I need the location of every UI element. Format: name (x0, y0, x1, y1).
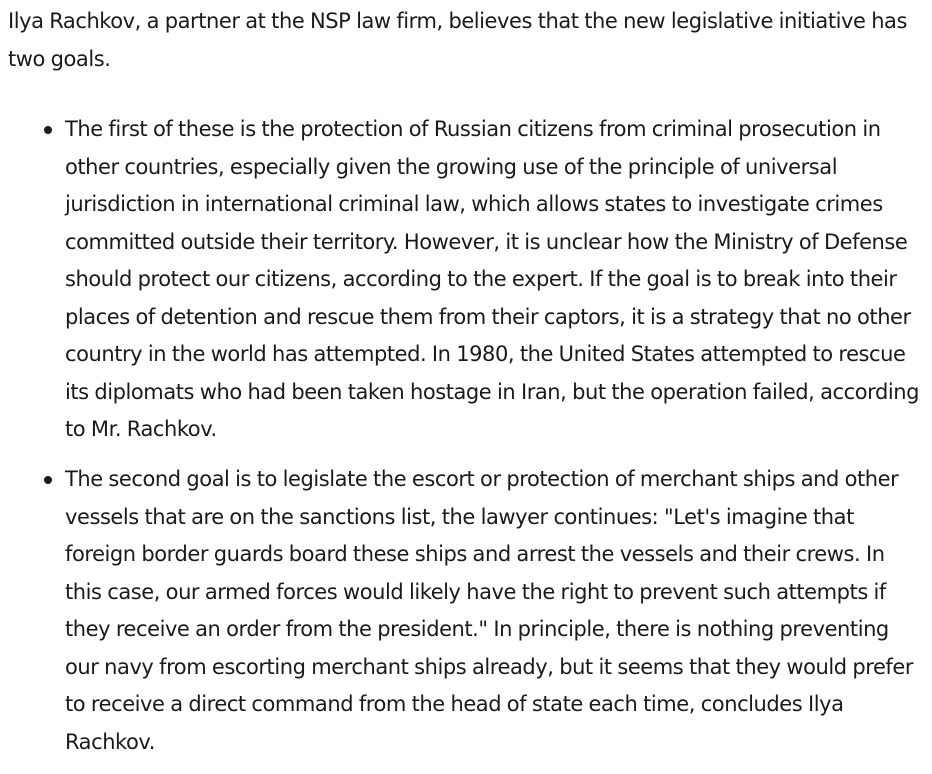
list-item (8, 111, 926, 449)
list-item (8, 461, 926, 761)
list-item-text: The second goal is to legislate the escort or protection of merchant ships and other vessels that are on the sanctions list, the lawyer continues: "Let's imagine that foreign border guards board these ships and arrest the vessels and their crews. In this case, our armed forces would likely have the right to prevent such attempts if they receive an order from the president." In principle, there is nothing preventing our navy from escorting merchant ships already, but it seems that they would prefer to receive a direct command from the head of state each time, concludes Ilya Rachkov. (65, 467, 914, 754)
list-item-text: The first of these is the protection of Russian citizens from criminal prosecution in other countries, especially given the growing use of the principle of universal jurisdiction in international criminal law, which allows states to investigate crimes committed outside their territory. However, it is unclear how the Ministry of Defense should protect our citizens, according to the expert. If the goal is to break into their places of detention and rescue them from their captors, it is a strategy that no other country in the world has attempted. In 1980, the United States attempted to rescue its diplomats who had been taken hostage in Iran, but the operation failed, according to Mr. Rachkov. (65, 117, 919, 441)
goals-list (8, 111, 926, 761)
article-body (8, 0, 926, 774)
bullet-icon (44, 126, 52, 134)
intro-paragraph: Ilya Rachkov, a partner at the NSP law firm, believes that the new legislative initiative has two goals. (8, 9, 907, 71)
bullet-icon (44, 476, 52, 484)
